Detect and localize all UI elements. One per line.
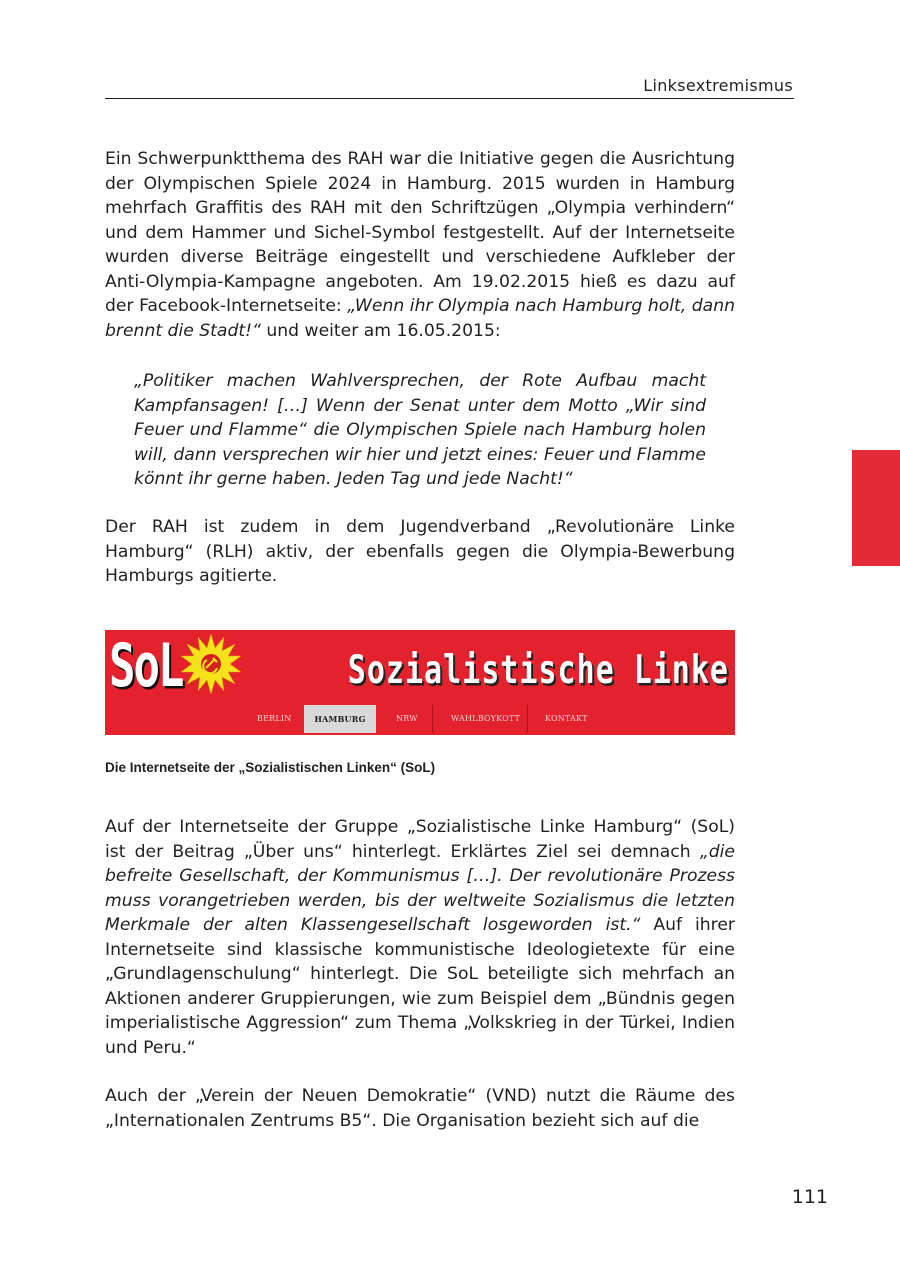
paragraph-text: und weiter am 16.05.2015: — [260, 320, 501, 341]
paragraph-text: Auf ihrer Internetseite sind klassische kommunistische Ideologietexte für eine „Grundlagenschulung“ hinterlegt. Die SoL beteiligte sich mehrfach an Aktionen anderer Gruppierungen, wie zum Beispiel dem „Bündnis gegen imperialistische Aggression“ zum Thema „Volkskrieg in der Türkei, Indien und Peru.“ — [105, 915, 735, 1058]
nav-link-berlin[interactable]: BERLIN — [257, 714, 292, 723]
paragraph-text: Auf der Internetseite der Gruppe „Sozialistische Linke Hamburg“ (SoL) ist der Beitrag „Über uns“ hinterlegt. Erklärtes Ziel sei demnach — [105, 817, 735, 862]
paragraph-rlh: Der RAH ist zudem in dem Jugendverband „Revolutionäre Linke Hamburg“ (RLH) aktiv, der ebenfalls gegen die Olympia-Bewerbung Hamburgs agitierte. — [105, 517, 735, 586]
sol-logo-text: SoL — [109, 632, 183, 701]
nav-separator — [432, 705, 433, 733]
nav-link-hamburg[interactable]: HAMBURG — [304, 705, 376, 733]
nav-link-wahlboykott[interactable]: WAHLBOYKOTT — [451, 714, 521, 723]
nav-link-kontakt[interactable]: KONTAKT — [545, 714, 588, 723]
paragraph-olympia — [105, 147, 735, 343]
chapter-tab-marker — [852, 450, 900, 566]
header-rule — [105, 98, 794, 99]
paragraph-sol — [105, 815, 735, 1060]
figure-caption: Die Internetseite der „Sozialistischen Linken“ (SoL) — [105, 760, 436, 775]
sol-website-banner — [105, 630, 735, 735]
star-sun-icon — [179, 632, 243, 696]
page-number: 111 — [791, 1186, 828, 1208]
running-header: Linksextremismus — [643, 76, 793, 95]
inline-quote: „die befreite Gesellschaft, der Kommunismus […]. Der revolutionäre Prozess muss vorangetrieben werden, bis der weltweite Sozialismus die letzten Merkmale der alten Klassengesellschaft losgeworden ist.“ — [105, 841, 735, 935]
block-quote: „Politiker machen Wahlversprechen, der Rote Aufbau macht Kampfansagen! […] Wenn der Senat unter dem Motto „Wir sind Feuer und Flamme“ die Olympischen Spiele nach Hamburg holen will, dann versprechen wir hier und jetzt eines: Feuer und Flamme könnt ihr gerne haben. Jeden Tag und jede Nacht!“ — [134, 371, 706, 489]
banner-title: Sozialistische Linke — [347, 648, 729, 694]
nav-separator — [527, 705, 528, 733]
banner-nav — [105, 705, 735, 733]
inline-quote: „Wenn ihr Olympia nach Hamburg holt, dann brennt die Stadt!“ — [105, 296, 736, 341]
nav-link-nrw[interactable]: NRW — [396, 714, 418, 723]
paragraph-vnd: Auch der „Verein der Neuen Demokratie“ (VND) nutzt die Räume des „Internationalen Zentrums B5“. Die Organisation bezieht sich auf die — [105, 1086, 735, 1131]
paragraph-text: Ein Schwerpunktthema des RAH war die Initiative gegen die Ausrichtung der Olympischen Spiele 2024 in Hamburg. 2015 wurden in Hamburg mehrfach Graffitis des RAH mit den Schriftzügen „Olympia verhindern“ und dem Hammer und Sichel-Symbol festgestellt. Auf der Internetseite wurden diverse Beiträge eingestellt und verschiedene Aufkleber der Anti-Olympia-Kampagne angeboten. Am 19.02.2015 hieß es dazu auf der Facebook-Internetseite: — [105, 149, 735, 316]
